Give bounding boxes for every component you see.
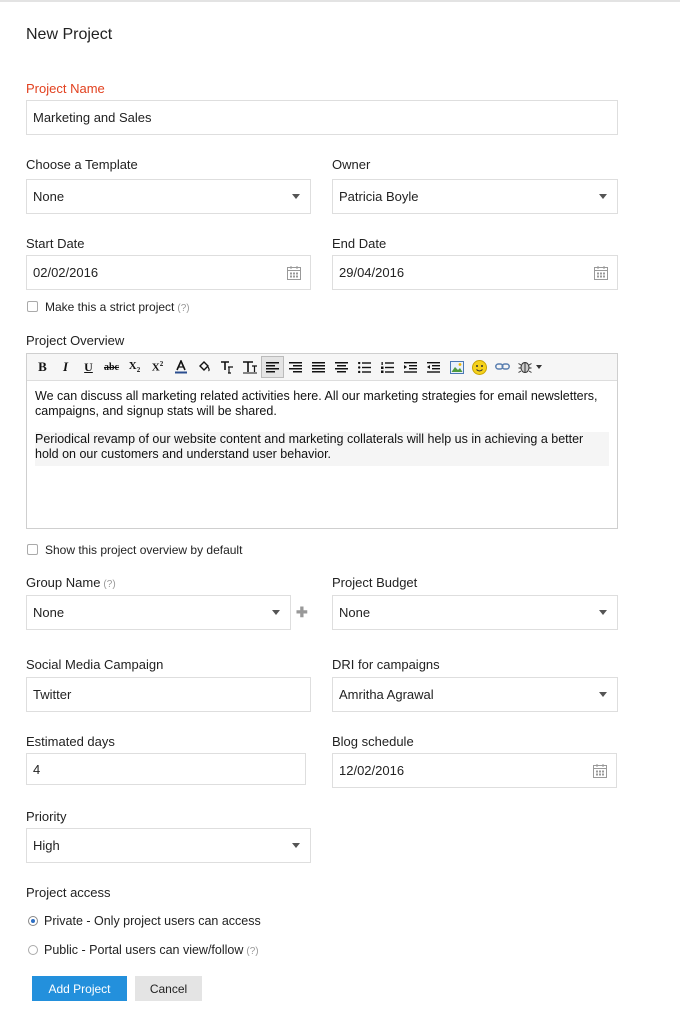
numbered-list-button[interactable]	[376, 356, 399, 378]
group-name-select[interactable]	[26, 595, 291, 630]
insert-link-button[interactable]	[491, 356, 514, 378]
font-family-icon	[219, 360, 235, 374]
font-color-button[interactable]	[169, 356, 192, 378]
owner-value: Patricia Boyle	[339, 189, 419, 204]
priority-label: Priority	[26, 809, 67, 824]
bold-icon: B	[38, 359, 47, 374]
align-center-button[interactable]	[330, 356, 353, 378]
overview-editor[interactable]	[26, 353, 618, 529]
page-title: New Project	[26, 26, 113, 43]
highlight-button[interactable]	[192, 356, 215, 378]
project-name-value: Marketing and Sales	[33, 110, 152, 125]
template-value: None	[33, 189, 65, 204]
start-date-input[interactable]	[26, 255, 311, 290]
end-date-label: End Date	[332, 236, 387, 251]
bullet-list-button[interactable]	[353, 356, 376, 378]
image-icon	[450, 361, 464, 374]
chevron-down-icon	[536, 365, 542, 369]
blog-value: 12/02/2016	[339, 763, 405, 778]
group-name-value: None	[33, 605, 65, 620]
editor-toolbar	[27, 354, 617, 381]
smiley-icon	[472, 360, 487, 375]
end-date-input[interactable]	[332, 255, 618, 290]
numbered-list-icon	[381, 362, 394, 373]
font-size-button[interactable]	[238, 356, 261, 378]
link-icon	[495, 362, 510, 372]
bullet-list-icon	[358, 362, 371, 373]
align-right-icon	[289, 362, 302, 373]
group-name-text: Group Name	[26, 575, 101, 590]
indent-button[interactable]	[399, 356, 422, 378]
owner-select[interactable]	[332, 179, 618, 214]
align-left-button[interactable]	[261, 356, 284, 378]
superscript-button[interactable]	[146, 356, 169, 378]
social-input[interactable]	[26, 677, 311, 712]
strikethrough-icon: abc	[104, 361, 119, 373]
priority-value: High	[33, 838, 60, 853]
show-overview-label: Show this project overview by default	[45, 543, 243, 557]
italic-icon: I	[62, 359, 69, 374]
budget-label: Project Budget	[332, 575, 418, 590]
strikethrough-button[interactable]	[100, 356, 123, 378]
indent-icon	[404, 362, 417, 373]
help-icon[interactable]: (?)	[103, 579, 116, 590]
blog-input[interactable]	[332, 753, 617, 788]
emoji-button[interactable]	[468, 356, 491, 378]
social-label: Social Media Campaign	[26, 657, 164, 672]
top-divider	[0, 0, 680, 2]
estimated-label: Estimated days	[26, 734, 115, 749]
show-overview-checkbox[interactable]	[27, 544, 38, 555]
strict-project-label	[45, 300, 190, 314]
dri-label: DRI for campaigns	[332, 657, 440, 672]
chevron-down-icon	[599, 610, 607, 615]
overview-content[interactable]	[27, 381, 617, 474]
calendar-icon[interactable]	[592, 763, 608, 779]
align-justify-icon	[312, 362, 325, 373]
bug-icon	[518, 360, 532, 374]
chevron-down-icon	[272, 610, 280, 615]
group-name-label	[26, 575, 116, 590]
chevron-down-icon	[599, 692, 607, 697]
more-options-button[interactable]	[514, 356, 546, 378]
insert-image-button[interactable]	[445, 356, 468, 378]
outdent-icon	[427, 362, 440, 373]
underline-button[interactable]	[77, 356, 100, 378]
dri-value: Amritha Agrawal	[339, 687, 434, 702]
end-date-value: 29/04/2016	[339, 265, 405, 280]
estimated-value: 4	[33, 761, 41, 777]
align-right-button[interactable]	[284, 356, 307, 378]
access-label: Project access	[26, 885, 111, 900]
overview-paragraph-1: We can discuss all marketing related activities here. All our marketing strategies for email newsletters, campaigns, and signup stats will be shared.	[35, 389, 598, 418]
chevron-down-icon	[292, 194, 300, 199]
add-group-icon[interactable]: ✚	[296, 604, 308, 620]
bold-button[interactable]	[31, 356, 54, 378]
underline-icon: U	[84, 359, 93, 374]
italic-button[interactable]	[54, 356, 77, 378]
align-center-icon	[335, 362, 348, 373]
start-date-value: 02/02/2016	[33, 265, 99, 280]
project-name-input[interactable]	[26, 100, 618, 135]
private-label: Private - Only project users can access	[44, 914, 261, 928]
font-family-button[interactable]	[215, 356, 238, 378]
project-name-label: Project Name	[26, 81, 105, 96]
subscript-icon: $X_2$	[128, 359, 141, 375]
help-icon[interactable]: (?)	[246, 946, 259, 957]
strict-project-checkbox[interactable]	[27, 301, 38, 312]
cancel-button[interactable]: Cancel	[135, 976, 202, 1001]
start-date-label: Start Date	[26, 236, 85, 251]
estimated-input[interactable]	[26, 753, 306, 785]
public-radio[interactable]	[28, 945, 38, 955]
template-select[interactable]	[26, 179, 311, 214]
help-icon[interactable]: (?)	[177, 303, 190, 314]
public-label	[44, 943, 259, 957]
outdent-button[interactable]	[422, 356, 445, 378]
blog-label: Blog schedule	[332, 734, 414, 749]
template-label: Choose a Template	[26, 157, 138, 172]
owner-label: Owner	[332, 157, 371, 172]
private-radio[interactable]	[28, 916, 38, 926]
chevron-down-icon	[599, 194, 607, 199]
superscript-icon: $X^2$	[151, 360, 164, 374]
calendar-icon[interactable]	[286, 265, 302, 281]
strict-project-text: Make this a strict project	[45, 300, 175, 314]
social-value: Twitter	[33, 687, 72, 702]
font-size-icon	[242, 360, 258, 374]
dri-select[interactable]	[332, 677, 618, 712]
budget-value: None	[339, 605, 371, 620]
overview-paragraph-2: Periodical revamp of our website content and marketing collaterals will help us in achieving a better hold on our customers and understand user behavior.	[35, 432, 609, 466]
font-color-icon	[174, 360, 188, 374]
add-project-button[interactable]: Add Project	[32, 976, 127, 1001]
subscript-button[interactable]	[123, 356, 146, 378]
calendar-icon[interactable]	[593, 265, 609, 281]
align-justify-button[interactable]	[307, 356, 330, 378]
priority-select[interactable]	[26, 828, 311, 863]
overview-label: Project Overview	[26, 333, 125, 348]
budget-select[interactable]	[332, 595, 618, 630]
public-text: Public - Portal users can view/follow	[44, 943, 244, 957]
chevron-down-icon	[292, 843, 300, 848]
align-left-icon	[266, 362, 279, 373]
paint-bucket-icon	[197, 360, 211, 374]
